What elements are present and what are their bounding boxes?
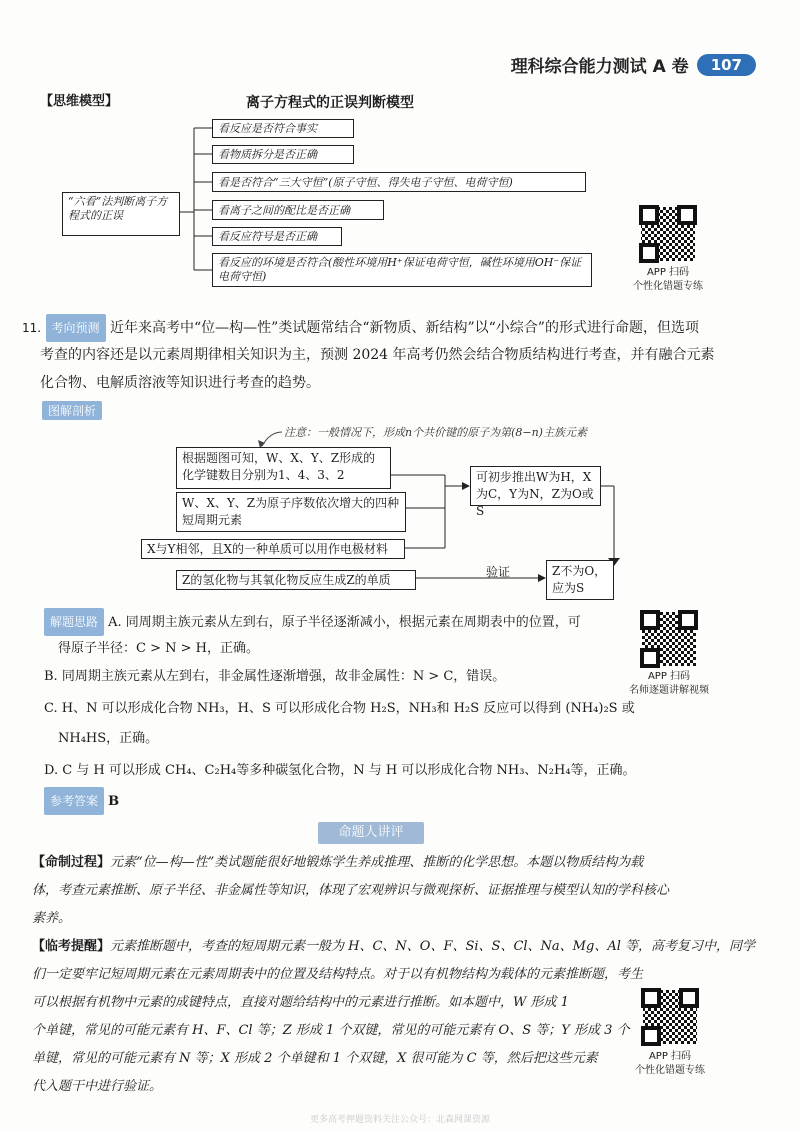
model-tag: 【思维模型】 <box>40 94 119 109</box>
lecture-p2a-text: 元素推断题中，考查的短周期元素一般为 H、C、N、O、F、Si、S、Cl、Na、Mg、Al 等，高考复习中，同学 <box>110 939 755 954</box>
answer-value: B <box>108 794 120 809</box>
diagram-note: 注意：一般情况下，形成n个共价键的原子为第(8−n)主族元素 <box>284 426 587 439</box>
q11-text3: 化合物、电解质溶液等知识进行考查的趋势。 <box>40 375 320 391</box>
model-item-5: 看反应符号是否正确 <box>212 227 342 246</box>
answer-line <box>44 787 119 815</box>
model-item-2: 看物质拆分是否正确 <box>212 145 354 164</box>
lecture-p1a-text: 元素“位—构—性”类试题能很好地锻炼学生养成推理、推断的化学思想。本题以物质结构为载 <box>110 855 644 870</box>
lecture-p2c: 可以根据有机物中元素的成键特点，直接对题给结构中的元素进行推断。如本题中，W 形成 1 <box>32 995 569 1010</box>
diagram-box-atomic-order: W、X、Y、Z为原子序数依次增大的四种短周期元素 <box>176 492 406 532</box>
qr3-caption <box>615 1050 725 1078</box>
lecture-p2-label: 【临考提醒】 <box>32 939 111 954</box>
model-item-6: 看反应的环境是否符合(酸性环境用H⁺保证电荷守恒，碱性环境用OH⁻保证电荷守恒) <box>212 253 592 287</box>
model-item-4: 看离子之间的配比是否正确 <box>212 200 384 220</box>
qr1-cap2: 个性化错题专练 <box>633 281 703 292</box>
solution-d: D. C 与 H 可以形成 CH₄、C₂H₄等多种碳氢化合物，N 与 H 可以形成化合物 NH₃、N₂H₄等，正确。 <box>44 763 636 778</box>
footer-watermark: 更多高考押题资料关注公众号：北森网课资源 <box>309 1115 490 1125</box>
diagram-tag: 图解剖析 <box>42 401 102 420</box>
qr1-cap1: APP 扫码 <box>646 267 690 278</box>
lecture-p2d: 个单键，常见的可能元素有 H、F、Cl 等；Z 形成 1 个双键，常见的可能元素有 O、S 等；Y 形成 3 个 <box>32 1023 630 1038</box>
diagram-box-bond-count: 根据题图可知，W、X、Y、Z形成的化学键数目分别为1、4、3、2 <box>176 447 391 489</box>
lecture-p1c: 素养。 <box>32 911 72 926</box>
model-root-box: “六看”法判断离子方程式的正误 <box>62 192 180 236</box>
solution-a1: A. 同周期主族元素从左到右，原子半径逐渐减小，根据元素在周期表中的位置，可 <box>108 615 581 630</box>
lecture-p1b: 体，考查元素推断、原子半径、非金属性等知识，体现了宏观辨识与微观探析、证据推理与模型认知的学科核心 <box>32 883 670 898</box>
diagram-box-inference: 可初步推出W为H，X为C，Y为N，Z为O或S <box>470 466 601 506</box>
lecture-p2b: 们一定要牢记短周期元素在元素周期表中的位置及结构特点。对于以有机物结构为载体的元素推断题，考生 <box>32 967 644 982</box>
solution-c2: NH₄HS，正确。 <box>58 731 159 746</box>
lecture-p2e: 单键，常见的可能元素有 N 等；X 形成 2 个单键和 1 个双键，X 很可能为 C 等，然后把这些元素 <box>32 1051 598 1066</box>
diagram-box-electrode: X与Y相邻，且X的一种单质可以用作电极材料 <box>141 539 405 559</box>
q11-tag: 考向预测 <box>46 314 106 342</box>
q11-number: 11. <box>22 321 42 335</box>
qr2-cap2: 名师逐题讲解视频 <box>629 685 709 696</box>
solution-c1: C. H、N 可以形成化合物 NH₃，H、S 可以形成化合物 H₂S，NH₃和 H₂S 反应可以得到 (NH₄)₂S 或 <box>44 701 635 716</box>
q11-text1: 近年来高考中“位—构—性”类试题常结合“新物质、新结构”以“小综合”的形式进行命题，但选项 <box>110 320 699 336</box>
qr3-cap1: APP 扫码 <box>648 1051 692 1062</box>
solution-tag: 解题思路 <box>44 608 104 636</box>
diagram-box-conclusion: Z不为O，应为S <box>546 560 614 600</box>
lecture-p1-label: 【命制过程】 <box>32 855 111 870</box>
q11-text2: 考查的内容还是以元素周期律相关知识为主，预测 2024 年高考仍然会结合物质结构进行考查，并有融合元素 <box>40 347 715 363</box>
solution-a2: 得原子半径：C > N > H，正确。 <box>58 641 259 656</box>
lecture-ribbon: 命题人讲评 <box>318 822 424 844</box>
header-title: 理科综合能力测试 A 卷 <box>510 57 689 77</box>
answer-tag: 参考答案 <box>44 787 104 815</box>
page-number: 107 <box>697 54 756 76</box>
solution-b: B. 同周期主族元素从左到右，非金属性逐渐增强，故非金属性：N > C，错误。 <box>44 669 506 684</box>
lecture-p1a <box>32 850 772 876</box>
model-item-1: 看反应是否符合事实 <box>212 119 354 138</box>
model-item-3: 看是否符合“三大守恒”(原子守恒、得失电子守恒、电荷守恒) <box>212 172 586 192</box>
q11-line1 <box>22 314 782 342</box>
solution-a-line1 <box>44 608 644 636</box>
qr2-caption <box>614 670 724 698</box>
qr1-caption <box>613 266 723 294</box>
qr3-cap2: 个性化错题专练 <box>635 1065 705 1076</box>
lecture-p2a <box>32 934 772 960</box>
diagram-box-hydride: Z的氢化物与其氧化物反应生成Z的单质 <box>176 570 416 590</box>
lecture-p2f: 代入题干中进行验证。 <box>32 1079 163 1094</box>
model-title: 离子方程式的正误判断模型 <box>246 95 414 111</box>
qr2-cap1: APP 扫码 <box>647 671 691 682</box>
diagram-verify-label: 验证 <box>486 565 511 579</box>
